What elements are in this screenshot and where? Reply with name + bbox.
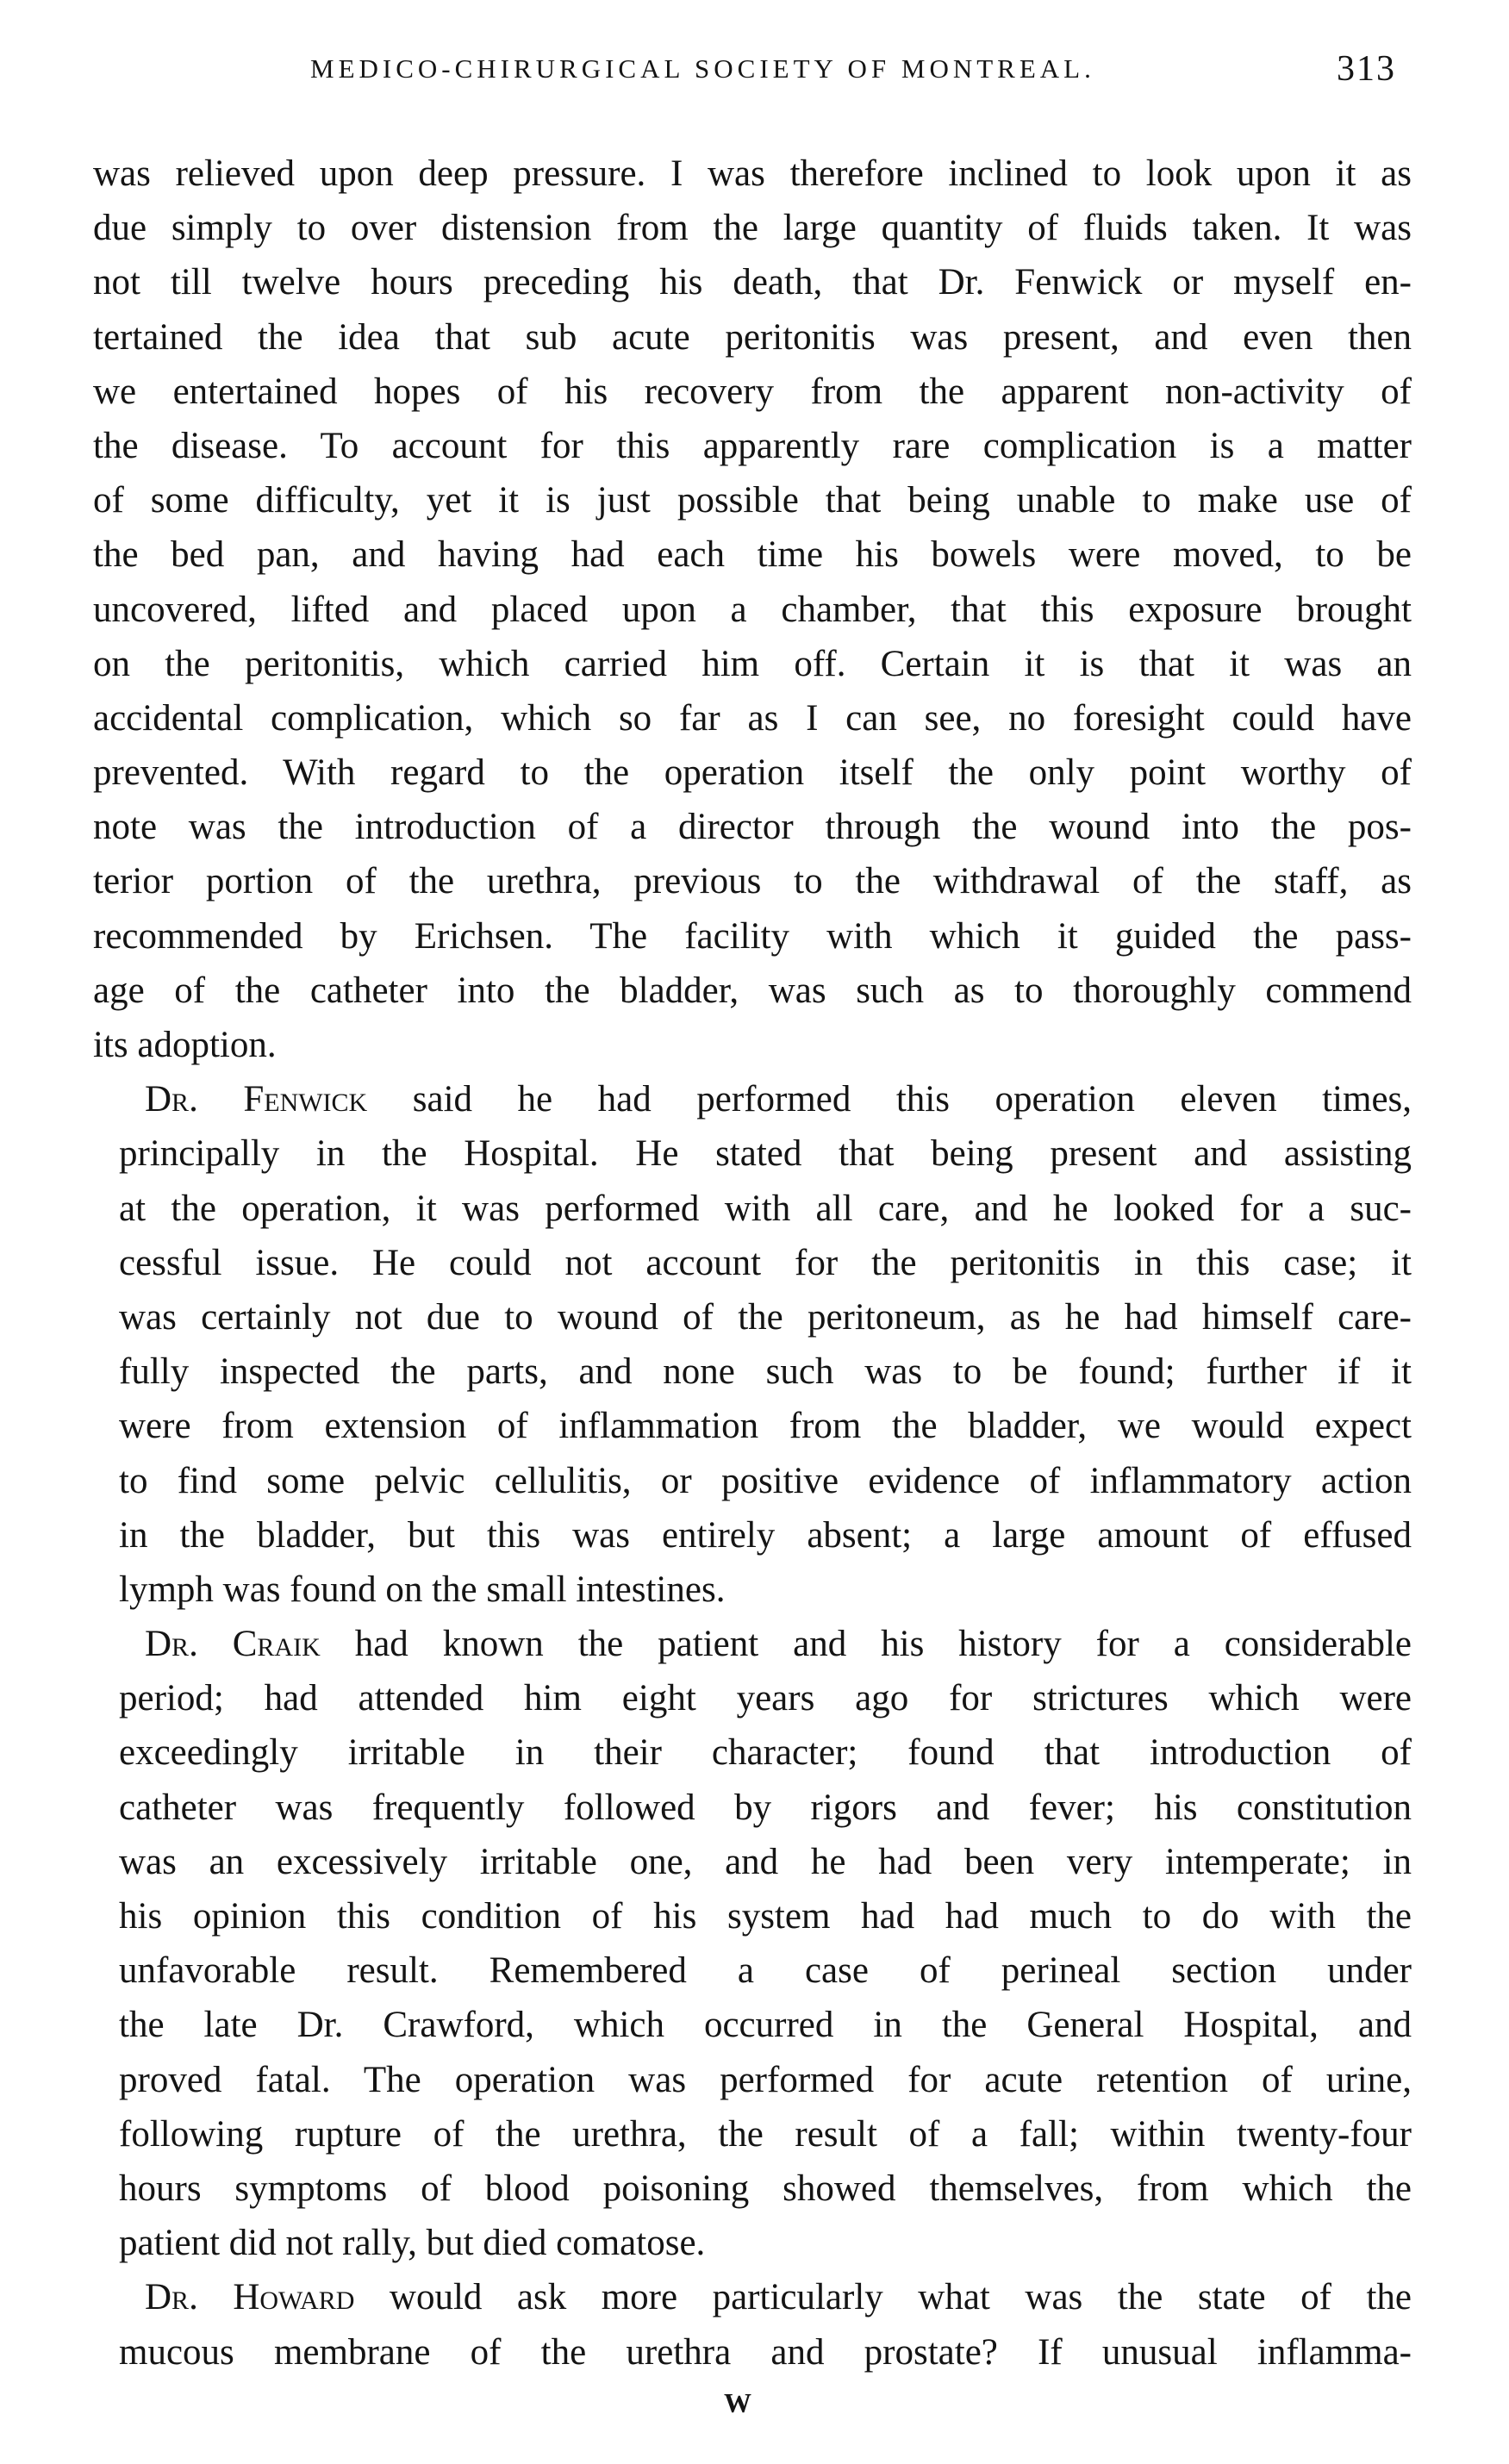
text-line: proved fatal. The operation was performed for acute retention of urine, [119,2059,1412,2100]
text-line: due simply to over distension from the large quantity of fluids taken. It was [93,208,1412,249]
paragraph-craik [93,1617,1412,2270]
text-line: the disease. To account for this apparently rare complication is a matter [93,425,1412,466]
text-line: uncovered, lifted and placed upon a chamber, that this exposure brought [93,589,1412,630]
text-line: fully inspected the parts, and none such was to be found; further if it [119,1351,1412,1393]
text-line: terior portion of the urethra, previous to the withdrawal of the staff, as [93,861,1412,902]
text-line: mucous membrane of the urethra and prostate? If unusual inflamma- [119,2331,1412,2373]
text-fragment: would ask more particularly what was the state of the [389,2277,1412,2318]
page-number: 313 [1337,49,1396,89]
text-line: unfavorable result. Remembered a case of perineal section under [119,1950,1412,1992]
text-line: prevented. With regard to the operation itself the only point worthy of [93,752,1412,794]
text-line: of some difficulty, yet it is just possible that being unable to make use of [93,480,1412,521]
text-line: age of the catheter into the bladder, was such as to thoroughly commend [93,970,1412,1011]
text-line: was relieved upon deep pressure. I was therefore inclined to look upon it as [93,153,1412,194]
text-line: on the peritonitis, which carried him off. Certain it is that it was an [93,643,1412,684]
text-line: was an excessively irritable one, and he had been very intemperate; in [119,1841,1412,1882]
speaker-name: Dr. Fenwick [145,1079,368,1120]
signature-mark: W [724,2387,753,2418]
text-line: hours symptoms of blood poisoning showed themselves, from which the [119,2168,1412,2209]
body-text [93,147,1412,2380]
paragraph-howard [93,2270,1412,2379]
text-line: to find some pelvic cellulitis, or positive evidence of inflammatory action [119,1460,1412,1501]
text-line: recommended by Erichsen. The facility with which it guided the pass- [93,915,1412,957]
text-line: lymph was found on the small intestines. [119,1569,726,1610]
running-head [138,49,1413,97]
paragraph-opening-line [93,2270,1412,2324]
running-title: MEDICO-CHIRURGICAL SOCIETY OF MONTREAL. [310,53,1095,84]
text-line: not till twelve hours preceding his death, that Dr. Fenwick or myself en- [93,262,1412,303]
text-line: principally in the Hospital. He stated that being present and assisting [119,1133,1412,1175]
text-line: its adoption. [93,1025,277,1065]
text-line: tertained the idea that sub acute peritonitis was present, and even then [93,316,1412,358]
text-line: his opinion this condition of his system had had much to do with the [119,1896,1412,1937]
text-line: note was the introduction of a director through the wound into the pos- [93,807,1412,848]
text-line: catheter was frequently followed by rigors and fever; his constitution [119,1787,1412,1828]
text-line: were from extension of inflammation from the bladder, we would expect [119,1406,1412,1447]
paragraph-opening-line [93,1072,1412,1126]
paragraph-fenwick [93,1072,1412,1617]
paragraph-opening-line [93,1617,1412,1671]
speaker-name: Dr. Howard [145,2277,355,2318]
text-line: cessful issue. He could not account for the peritonitis in this case; it [119,1242,1412,1283]
text-fragment: said he had performed this operation eleven times, [412,1079,1412,1120]
text-line: exceedingly irritable in their character; found that introduction of [119,1732,1412,1774]
text-fragment: had known the patient and his history for a considerable [354,1624,1412,1665]
speaker-name: Dr. Craik [145,1624,321,1665]
text-line: patient did not rally, but died comatose. [119,2223,706,2264]
paragraph-1 [93,147,1412,1072]
text-line: was certainly not due to wound of the peritoneum, as he had himself care- [119,1296,1412,1338]
text-line: following rupture of the urethra, the result of a fall; within twenty-four [119,2113,1412,2155]
text-line: at the operation, it was performed with all care, and he looked for a suc- [119,1188,1412,1229]
text-line: in the bladder, but this was entirely absent; a large amount of effused [119,1514,1412,1556]
text-line: the bed pan, and having had each time his bowels were moved, to be [93,534,1412,576]
text-line: the late Dr. Crawford, which occurred in the General Hospital, and [119,2005,1412,2046]
text-line: accidental complication, which so far as I can see, no foresight could have [93,697,1412,739]
text-line: we entertained hopes of his recovery from the apparent non-activity of [93,371,1412,412]
text-line: period; had attended him eight years ago for strictures which were [119,1678,1412,1719]
